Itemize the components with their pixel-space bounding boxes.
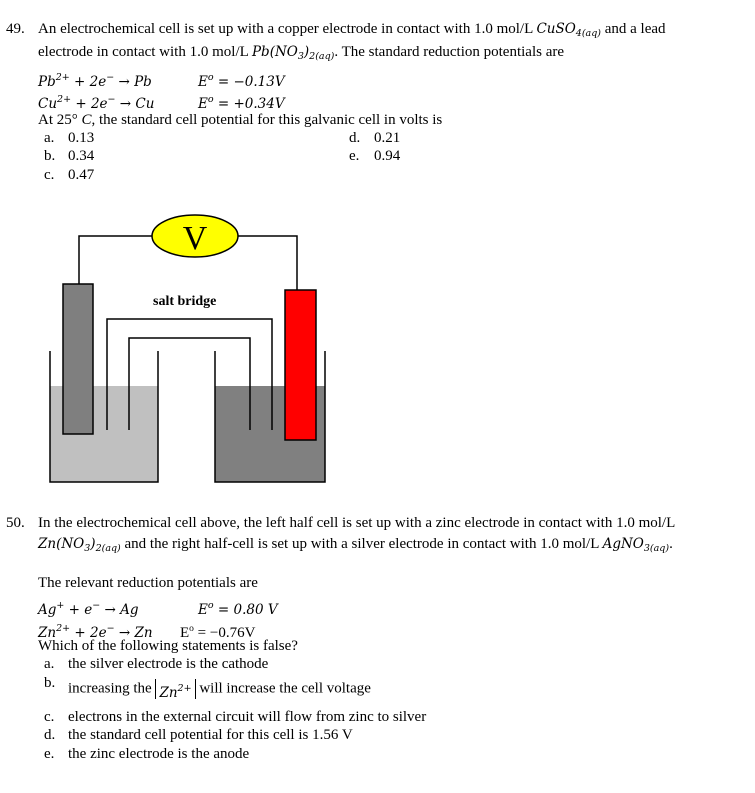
- option-letter: b.: [44, 675, 56, 691]
- option-c-text[interactable]: electrons in the external circuit will flow from zinc to silver: [68, 709, 427, 725]
- question-text-line: $Zn(NO_3)_{2(aq)}$ and the right half-cell is set up with a silver electrode in contact with 1.0 mol/L AgNO$_{3(aq)}$.: [38, 536, 673, 554]
- half-reaction: $Pb^{2+} + 2e^- \to Pb$: [38, 72, 152, 90]
- potentials-intro: The relevant reduction potentials are: [38, 575, 258, 591]
- half-reaction: Ag+ + e− → Ag: [38, 600, 139, 618]
- question-prompt: At 25° C, the standard cell potential for this galvanic cell in volts is: [38, 112, 443, 128]
- option-letter: a.: [44, 656, 55, 672]
- option-d-text[interactable]: the standard cell potential for this cell is 1.56 V: [68, 727, 353, 743]
- question-number: 49.: [6, 21, 25, 37]
- reduction-potential: $E^o = -0.13V$: [198, 72, 285, 90]
- option-b-text[interactable]: increasing the $Zn^{2+}$ will increase the cell voltage: [68, 680, 371, 701]
- option-letter: e.: [349, 148, 360, 164]
- option-a-text[interactable]: 0.13: [68, 130, 95, 146]
- half-reaction: $Cu^{2+} + 2e^- \to Cu$: [38, 94, 155, 112]
- chemical-formula: $Pb(NO_3)_{2(aq)}$: [251, 44, 335, 62]
- question-prompt: Which of the following statements is false?: [38, 638, 298, 654]
- option-letter: c.: [44, 167, 55, 183]
- voltmeter-label: V: [182, 220, 208, 257]
- right-electrode: [285, 290, 316, 440]
- option-letter: e.: [44, 746, 55, 762]
- chemical-formula: CuSO$_{4(aq)}$: [536, 21, 601, 39]
- salt-bridge-label: salt bridge: [153, 294, 217, 309]
- reduction-potential: $E^o = 0.80$ V: [198, 600, 278, 618]
- option-b-text[interactable]: 0.34: [68, 148, 95, 164]
- option-letter: c.: [44, 709, 55, 725]
- option-letter: d.: [349, 130, 361, 146]
- option-c-text[interactable]: 0.47: [68, 167, 95, 183]
- left-electrode: [63, 284, 93, 434]
- option-letter: a.: [44, 130, 55, 146]
- option-a-text[interactable]: the silver electrode is the cathode: [68, 656, 269, 672]
- reduction-potential: $E^o = -0.76V$: [180, 624, 256, 641]
- option-letter: d.: [44, 727, 56, 743]
- chemical-formula: $Zn(NO_3)_{2(aq)}$: [38, 536, 121, 554]
- half-reaction: $Zn^{2+} + 2e^- \to Zn$: [38, 623, 153, 641]
- reduction-potential: $E^o = +0.34V$: [198, 94, 285, 112]
- question-text-line: In the electrochemical cell above, the left half cell is set up with a zinc electrode in contact with 1.0 mol/L: [38, 515, 676, 531]
- concentration-bracket: $Zn^{2+}$: [155, 679, 195, 699]
- question-text-line: electrode in contact with 1.0 mol/L $Pb(NO_3)_{2(aq)}$. The standard reduction potentials are: [38, 44, 565, 62]
- question-text-line: An electrochemical cell is set up with a copper electrode in contact with 1.0 mol/L CuSO$_{4(aq)}$ and a lead: [38, 21, 666, 39]
- external-wire-left: [79, 236, 152, 285]
- option-e-text[interactable]: the zinc electrode is the anode: [68, 746, 250, 762]
- option-e-text[interactable]: 0.94: [374, 148, 401, 164]
- question-number: 50.: [6, 515, 25, 531]
- option-d-text[interactable]: 0.21: [374, 130, 401, 146]
- option-letter: b.: [44, 148, 56, 164]
- chemical-formula: AgNO$_{3(aq)}$: [602, 536, 670, 554]
- external-wire-right: [237, 236, 297, 291]
